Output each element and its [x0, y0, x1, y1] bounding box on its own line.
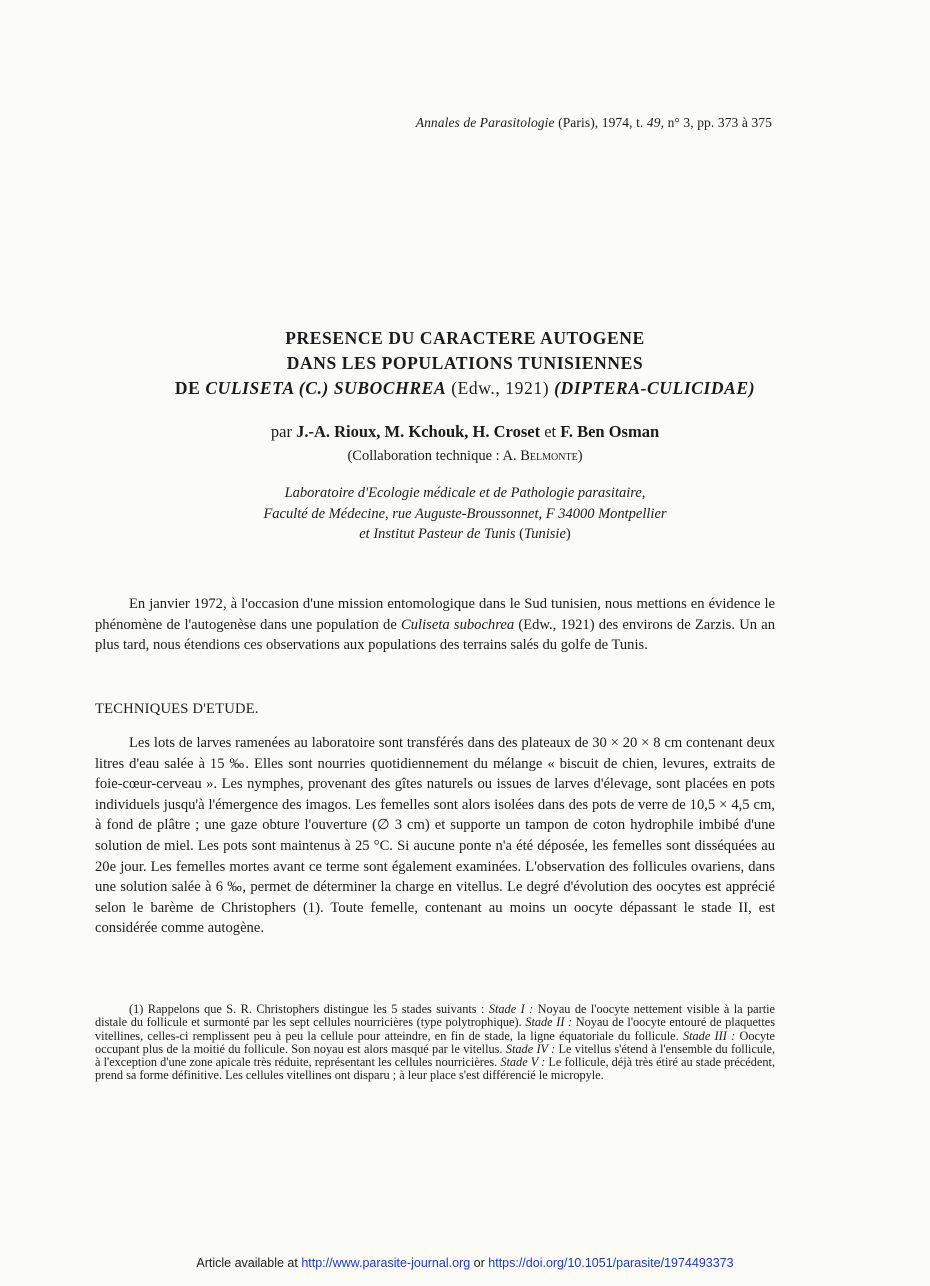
footnote-stage-2-label: Stade II :	[525, 1015, 573, 1030]
footnote-stage-1-text: Noyau de l'oocyte nettement visible à la partie distale du follicule et surmonté par les sept cellules nourricières (type polytrophique).	[95, 1002, 776, 1030]
journal-place-year: (Paris), 1974, t.	[558, 115, 644, 130]
collab-prefix: (Collaboration technique : A.	[347, 448, 517, 464]
intro-part-1: En janvier 1972, à l'occasion d'une mission entomologique dans le Sud tunisien, nous mettions en évidence le phénomène de l'autogenèse dans une population de	[95, 596, 775, 633]
authors-last: F. Ben Osman	[560, 422, 660, 441]
title-line-3	[60, 376, 870, 401]
journal-volume: 49,	[646, 115, 665, 130]
collaboration-line	[60, 448, 870, 465]
intro-part-2: (Edw., 1921) des environs de Zarzis. Un an plus tard, nous étendions ces observations aux populations des terrains salés du golfe de Tunis.	[95, 616, 776, 654]
footer-doi-link[interactable]: https://doi.org/10.1051/parasite/1974493373	[488, 1256, 734, 1270]
authors-par: par	[270, 422, 292, 441]
affiliation-line-3	[60, 524, 870, 545]
intro-text	[95, 594, 775, 656]
footnote-stage-4-label: Stade IV :	[505, 1041, 556, 1056]
techniques-text: Les lots de larves ramenées au laboratoire sont transférés dans des plateaux de 30 × 20 × 8 cm contenant deux litres d'eau salée à 15 ‰. Elles sont nourries quotidiennement du mélange « biscuit de chien, levures, extraits de foie-cœur-cerveau ». Les nymphes, provenant des gîtes naturels ou issues de larves d'élevage, sont placées en pots individuels jusqu'à l'émergence des imagos. Les femelles sont alors isolées dans des pots de verre de 10,5 × 4,5 cm, à fond de plâtre ; une gaze obture l'ouverture (∅ 3 cm) et supporte un tampon de coton hydrophile imbibé d'une solution de miel. Les pots sont maintenus à 25 °C. Si aucune ponte n'a été déposée, les femelles sont disséquées au 20e jour. Les femelles mortes avant ce terme sont également examinées. L'observation des follicules ovariens, dans une solution salée à 6 ‰, permet de déterminer la charge en vitellus. Le degré d'évolution des oocytes est apprécié selon le barème de Christophers (1). Toute femelle, contenant au moins un oocyte dépassant le stade II, est considérée comme autogène.	[95, 735, 775, 937]
techniques-paragraph	[95, 733, 775, 939]
affiliation-line-2: Faculté de Médecine, rue Auguste-Broussonnet, F 34000 Montpellier	[263, 505, 667, 522]
footer-prefix: Article available at	[196, 1256, 298, 1270]
affiliation-paren-close: )	[565, 526, 571, 542]
section-heading: TECHNIQUES D'ETUDE.	[95, 701, 259, 717]
affiliation-institute: et Institut Pasteur de Tunis	[359, 526, 516, 542]
title-line-2: DANS LES POPULATIONS TUNISIENNES	[286, 353, 644, 373]
footer-or: or	[473, 1256, 485, 1270]
footnote-intro: (1) Rappelons que S. R. Christophers distingue les 5 stades suivants :	[129, 1002, 485, 1016]
article-title	[60, 326, 870, 401]
footnote-stage-5-label: Stade V :	[500, 1055, 546, 1070]
collab-suffix: )	[577, 448, 583, 464]
title-prefix: DE	[174, 378, 201, 398]
article-footer	[0, 1256, 930, 1270]
authors-et: et	[544, 422, 557, 441]
intro-species: Culiseta subochrea	[401, 616, 515, 633]
title-species: CULISETA (C.) SUBOCHREA	[205, 378, 447, 398]
affiliation-country: Tunisie	[524, 526, 566, 542]
affiliation-line-1: Laboratoire d'Ecologie médicale et de Pathologie parasitaire,	[284, 485, 646, 501]
affiliation-paren-open: (	[519, 526, 524, 542]
footnote-stage-3-label: Stade III :	[682, 1028, 736, 1043]
footnote-stage-3-text: Oocyte occupant plus de la moitié du follicule. Son noyau est alors masqué par le vitellus.	[95, 1028, 776, 1056]
footer-journal-link[interactable]: http://www.parasite-journal.org	[301, 1256, 471, 1270]
affiliation	[60, 483, 870, 545]
author-line	[60, 422, 870, 442]
footnote-stage-2-text: Noyau de l'oocyte entouré de plaquettes vitellines, celles-ci remplissent peu à peu la cellule pour atteindre, en fin de stade, la ligne équatoriale du follicule.	[95, 1015, 776, 1043]
title-authority: (Edw., 1921)	[451, 378, 550, 398]
footnote	[95, 1003, 775, 1083]
intro-paragraph	[95, 594, 775, 656]
authors-names: J.-A. Rioux, M. Kchouk, H. Croset	[296, 422, 541, 441]
collab-name: Belmonte	[520, 448, 578, 464]
footnote-stage-1-label: Stade I :	[488, 1002, 534, 1016]
journal-reference	[0, 115, 772, 131]
footnote-stage-5-text: Le follicule, déjà très étiré au stade précédent, prend sa forme définitive. Les cellules vitellines ont disparu ; à leur place s'est différencié le micropyle.	[95, 1055, 776, 1083]
journal-name: Annales de Parasitologie	[415, 115, 555, 130]
title-family: (DIPTERA-CULICIDAE)	[554, 378, 756, 398]
footnote-stage-4-text: Le vitellus s'étend à l'ensemble du follicule, à l'exception d'une zone apicale très réduite, représentant les cellules nourricières.	[95, 1041, 776, 1070]
title-line-1: PRESENCE DU CARACTERE AUTOGENE	[285, 328, 645, 348]
journal-issue-pages: n° 3, pp. 373 à 375	[667, 115, 772, 130]
